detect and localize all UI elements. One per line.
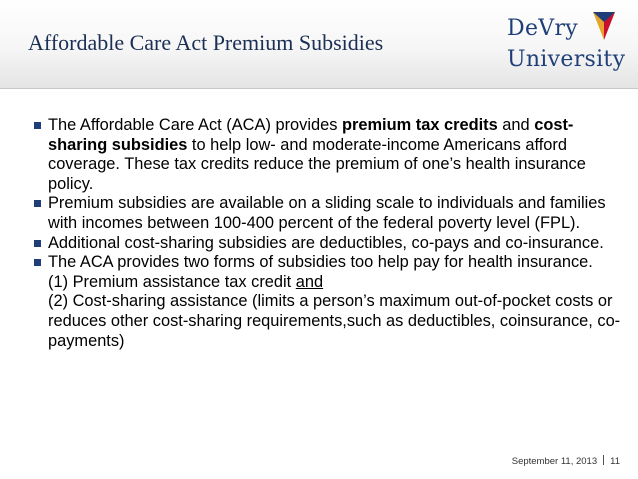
logo-text-devry: DeVry: [507, 16, 578, 41]
bullet-aca-credits: [32, 116, 626, 194]
bullet-square-icon: [34, 200, 41, 207]
bullet-two-forms: [32, 253, 626, 351]
bold-premium-tax-credits: premium tax credits: [341, 116, 498, 134]
slide-body: [32, 116, 626, 351]
slide-header: [0, 0, 638, 88]
devry-university-logo: [507, 10, 627, 80]
bullet-text: Premium subsidies are available on a sliding scale to individuals and families with incomes between 100-400 percent of the federal poverty level (FPL).: [48, 194, 606, 232]
bullet-square-icon: [34, 259, 41, 266]
bullet-text: The ACA provides two forms of subsidies too help pay for health insurance.: [48, 253, 593, 272]
footer-separator: [603, 455, 604, 465]
bold-cost-sharing-subsidies: cost-sharing subsidies: [48, 116, 574, 154]
page-number: 11: [610, 456, 620, 467]
bullet-text: to help low- and moderate-income Americans afford coverage. These tax credits reduce the premium of one’s health insurance policy.: [48, 135, 586, 193]
shield-icon: [591, 10, 617, 44]
logo-text-university: University: [507, 47, 626, 72]
bullet-sliding-scale: [32, 194, 626, 233]
slide-title: Affordable Care Act Premium Subsidies: [28, 30, 384, 55]
bullet-square-icon: [34, 122, 41, 129]
underlined-and: and: [295, 272, 324, 291]
subsidy-form-2: (2) Cost-sharing assistance (limits a person’s maximum out-of-pocket costs or reduces other cost-sharing requirements,such as deductibles, coinsurance, co-payments): [48, 292, 621, 350]
bullet-additional-subsidies: [32, 234, 626, 254]
subsidy-form-1: (1) Premium assistance tax credit: [48, 272, 296, 291]
slide-footer: [512, 455, 620, 467]
footer-date: September 11, 2013: [511, 456, 598, 467]
header-divider: [0, 88, 638, 89]
bullet-text: Additional cost-sharing subsidies are deductibles, co-pays and co-insurance.: [48, 233, 604, 252]
bullet-text: The Affordable Care Act (ACA) provides: [48, 116, 342, 134]
bullet-text: and: [497, 116, 535, 134]
bullet-square-icon: [34, 240, 41, 247]
